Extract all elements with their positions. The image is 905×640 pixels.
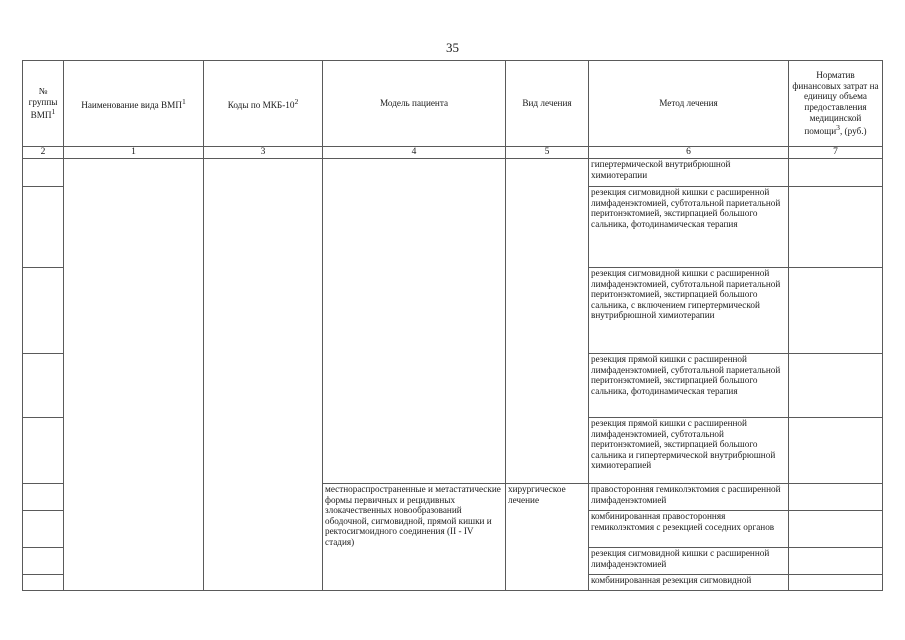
group-no-cell xyxy=(23,268,64,354)
treatment-cell: хирургическое лечение xyxy=(506,484,589,591)
group-no-cell xyxy=(23,484,64,511)
norm-cell xyxy=(789,484,883,511)
name-cell xyxy=(64,159,204,591)
norm-cell xyxy=(789,354,883,418)
header-model: Модель пациента xyxy=(323,61,506,147)
column-number: 3 xyxy=(204,147,323,159)
column-number: 5 xyxy=(506,147,589,159)
group-no-cell xyxy=(23,575,64,591)
method-cell: комбинированная правосторонняя гемиколэктомия с резекцией соседних органов xyxy=(589,511,789,548)
header-row xyxy=(23,61,883,147)
method-cell: резекция прямой кишки с расширенной лимфаденэктомией, субтотальной перитонэктомией, экстирпацией большого сальника и гипертермической внутрибрюшной химиотерапией xyxy=(589,418,789,484)
norm-cell xyxy=(789,187,883,268)
column-number: 4 xyxy=(323,147,506,159)
method-cell: резекция сигмовидной кишки с расширенной лимфаденэктомией, субтотальной париетальной перитонэктомией, экстирпацией большого сальника, фотодинамическая терапия xyxy=(589,187,789,268)
norm-cell xyxy=(789,159,883,187)
method-cell: резекция прямой кишки с расширенной лимфаденэктомией, субтотальной париетальной перитонэктомией, экстирпацией большого сальника, фотодинамическая терапия xyxy=(589,354,789,418)
table-row xyxy=(23,159,883,187)
group-no-cell xyxy=(23,354,64,418)
codes-cell xyxy=(204,159,323,591)
norm-cell xyxy=(789,268,883,354)
model-cell: местнораспространенные и метастатические формы первичных и рецидивных злокачественных новообразований ободочной, сигмовидной, прямой кишки и ректосигмоидного соединения (II - IV стадия) xyxy=(323,484,506,591)
method-cell: резекция сигмовидной кишки с расширенной лимфаденэктомией, субтотальной париетальной перитонэктомией, экстирпацией большого сальника, с включением гипертермической внутрибрюшной химиотерапии xyxy=(589,268,789,354)
header-method: Метод лечения xyxy=(589,61,789,147)
header-name: Наименование вида ВМП$^1$ xyxy=(64,61,204,147)
method-cell: комбинированная резекция сигмовидной xyxy=(589,575,789,591)
group-no-cell xyxy=(23,159,64,187)
norm-cell xyxy=(789,548,883,575)
model-cell xyxy=(323,159,506,484)
group-no-cell xyxy=(23,548,64,575)
method-cell: резекция сигмовидной кишки с расширенной лимфаденэктомией xyxy=(589,548,789,575)
method-cell: гипертермической внутрибрюшной химиотерапии xyxy=(589,159,789,187)
treatment-cell xyxy=(506,159,589,484)
column-number: 1 xyxy=(64,147,204,159)
header-norm: Норматив финансовых затрат на единицу объема предоставления медицинской помощи$^3$, (руб.) xyxy=(789,61,883,147)
medical-care-table xyxy=(22,60,883,591)
column-number: 7 xyxy=(789,147,883,159)
column-number: 6 xyxy=(589,147,789,159)
page-number: 35 xyxy=(446,40,459,55)
norm-cell xyxy=(789,575,883,591)
header-group-no: № группы ВМП$^1$ xyxy=(23,61,64,147)
group-no-cell xyxy=(23,418,64,484)
column-number: 2 xyxy=(23,147,64,159)
group-no-cell xyxy=(23,511,64,548)
norm-cell xyxy=(789,511,883,548)
method-cell: правосторонняя гемиколэктомия с расширенной лимфаденэктомией xyxy=(589,484,789,511)
column-number-row xyxy=(23,147,883,159)
norm-cell xyxy=(789,418,883,484)
group-no-cell xyxy=(23,187,64,268)
header-codes: Коды по МКБ-$10^2$ xyxy=(204,61,323,147)
header-treatment: Вид лечения xyxy=(506,61,589,147)
